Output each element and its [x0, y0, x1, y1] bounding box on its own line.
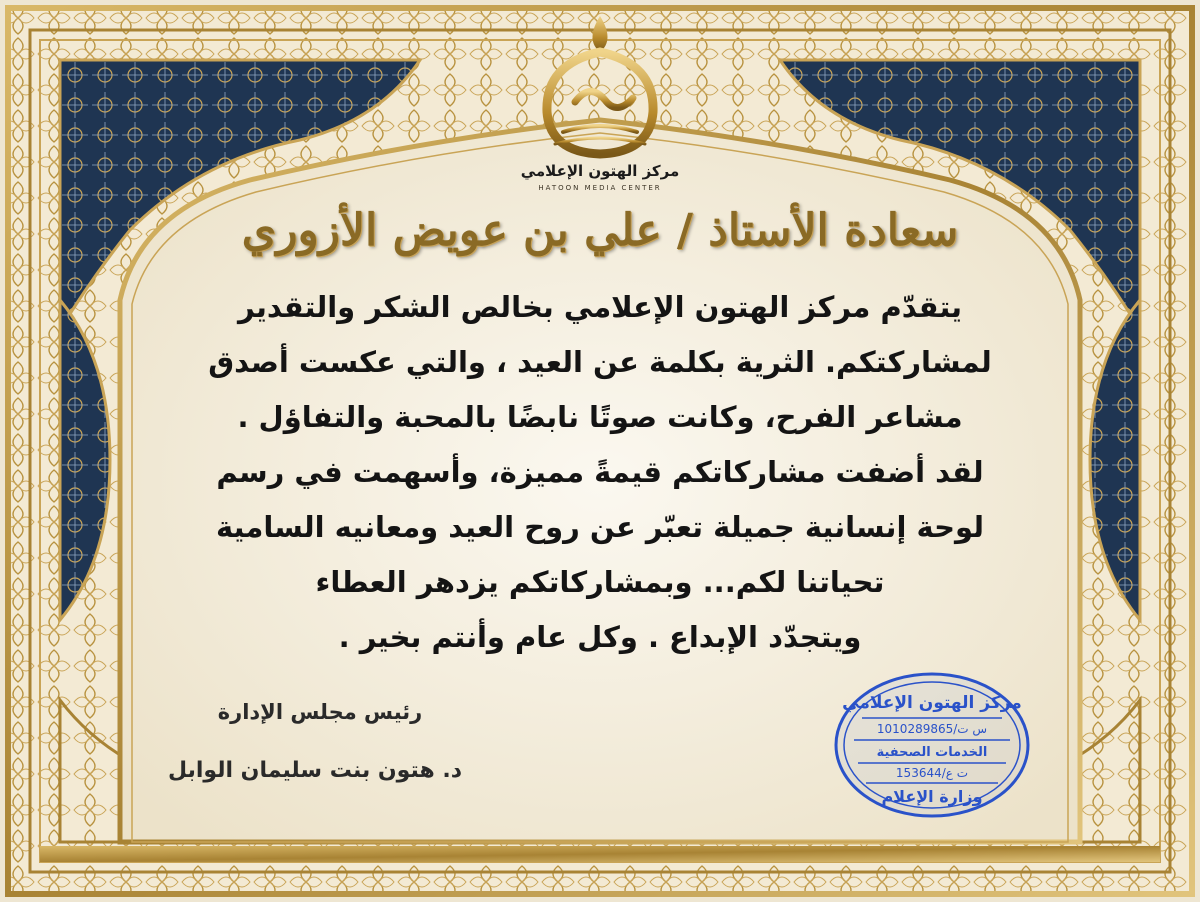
signatory-name: د. هتون بنت سليمان الوابل	[167, 758, 463, 783]
body-line: لوحة إنسانية جميلة تعبّر عن روح العيد ومعانيه السامية	[215, 510, 985, 544]
body-line: مشاعر الفرح، وكانت صوتًا نابضًا بالمحبة والتفاؤل .	[237, 400, 963, 434]
stamp-bottom-text: وزارة الإعلام	[881, 787, 983, 806]
logo	[505, 12, 695, 192]
logo-emblem-icon	[505, 12, 695, 162]
signatory-title: رئيس مجلس الإدارة	[217, 700, 423, 724]
certificate-body	[175, 280, 1025, 665]
recipient-title: سعادة الأستاذ / علي بن عويض الأزوري	[241, 205, 959, 256]
official-stamp	[832, 670, 1032, 820]
stamp-cr-number: س ت/1010289865	[876, 722, 988, 736]
stamp-top-text: مركز الهتون الإعلامي	[842, 693, 1022, 713]
logo-name-english: HATOON MEDIA CENTER	[538, 184, 662, 192]
body-line: لمشاركتكم. الثرية بكلمة عن العيد ، والتي عكست أصدق	[208, 345, 992, 379]
logo-name-arabic: مركز الهتون الإعلامي	[520, 162, 680, 180]
stamp-middle-text: الخدمات الصحفية	[876, 745, 988, 760]
body-line: لقد أضفت مشاركاتكم قيمةً مميزة، وأسهمت في رسم	[216, 455, 984, 489]
body-line: ويتجدّد الإبداع . وكل عام وأنتم بخير .	[338, 620, 862, 654]
body-line: تحياتنا لكم... وبمشاركاتكم يزدهر العطاء	[315, 565, 885, 599]
stamp-license-number: ت ع/153644	[895, 766, 969, 780]
body-line: يتقدّم مركز الهتون الإعلامي بخالص الشكر والتقدير	[237, 290, 963, 324]
